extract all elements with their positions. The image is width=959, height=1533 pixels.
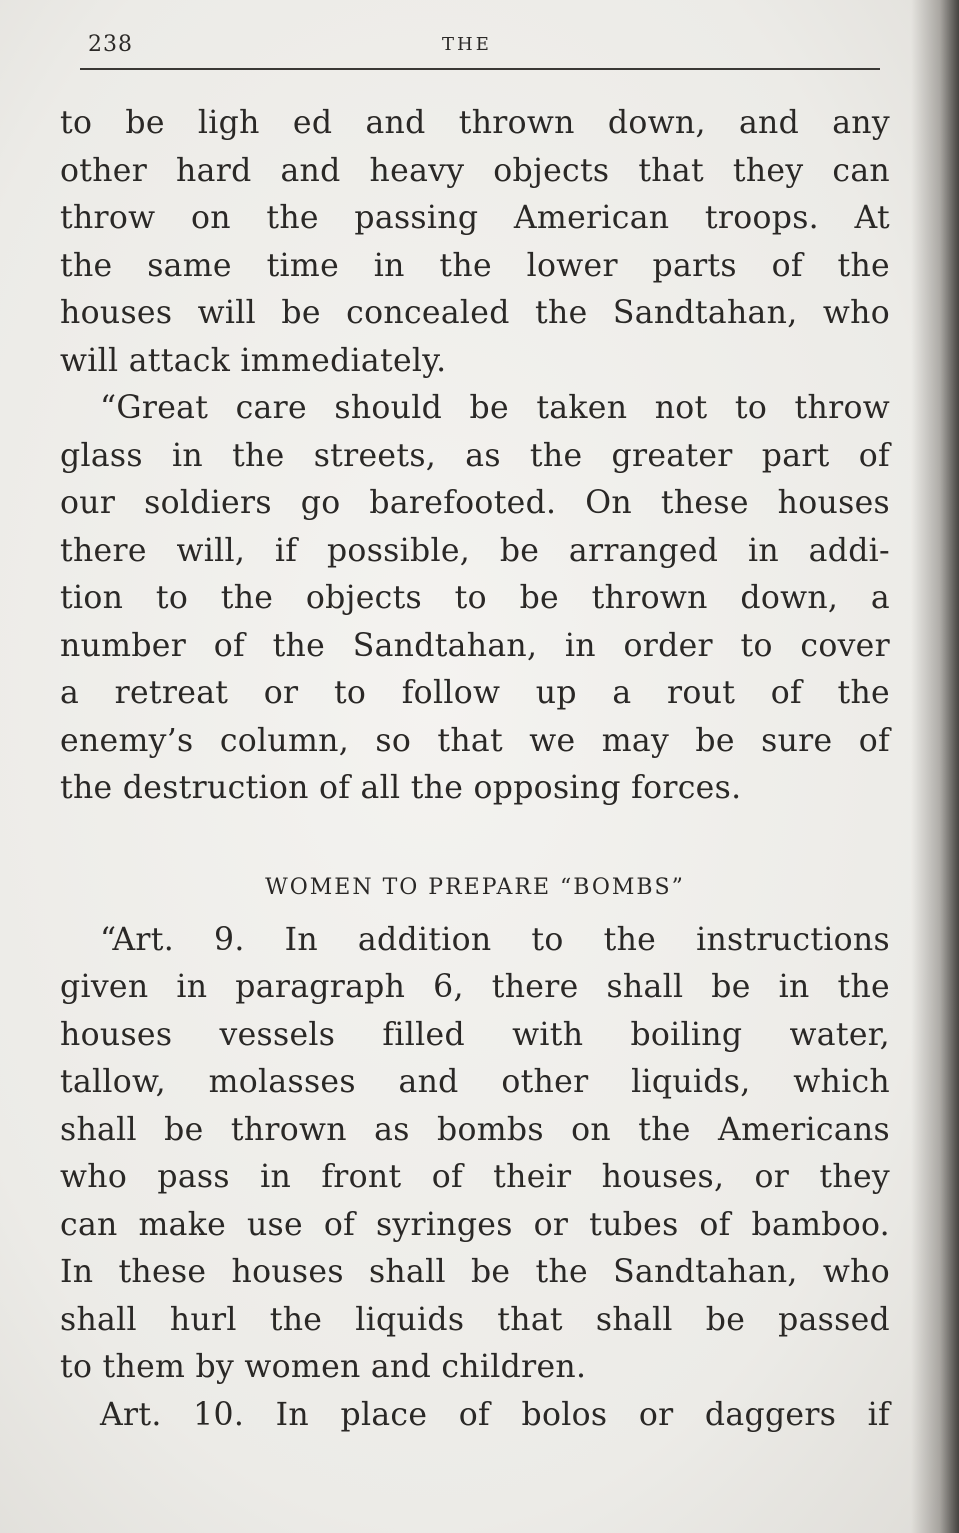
body-text <box>60 100 890 1439</box>
text-line: “Art. 9. In addition to the instructions <box>100 921 890 958</box>
text-line: can make use of syringes or tubes of bamboo. <box>60 1206 890 1243</box>
header-rule <box>80 68 880 70</box>
page-number: 238 <box>88 32 133 57</box>
text-line: Art. 10. In place of bolos or daggers if <box>100 1396 890 1433</box>
paragraph-3 <box>60 917 890 1392</box>
text-line: will attack immediately. <box>60 342 447 379</box>
text-line: to be ligh ed and thrown down, and any <box>60 105 890 141</box>
paragraph-2 <box>60 385 890 813</box>
text-line: tion to the objects to be thrown down, a <box>60 580 890 616</box>
text-line: to them by women and children. <box>60 1349 587 1385</box>
text-line: “Great care should be taken not to throw <box>100 390 890 426</box>
text-line: shall be thrown as bombs on the Americans <box>60 1111 890 1148</box>
text-line: who pass in front of their houses, or they <box>60 1159 890 1195</box>
text-line: the destruction of all the opposing forces. <box>60 770 742 806</box>
text-line: given in paragraph 6, there shall be in the <box>60 969 890 1005</box>
text-line: glass in the streets, as the greater part of <box>60 437 890 474</box>
text-line: number of the Sandtahan, in order to cover <box>60 627 890 664</box>
text-line: there will, if possible, be arranged in addi- <box>60 532 890 569</box>
text-line: shall hurl the liquids that shall be passed <box>60 1301 890 1338</box>
text-line: tallow, molasses and other liquids, which <box>60 1064 890 1100</box>
page-header <box>80 28 890 72</box>
text-line: our soldiers go barefooted. On these houses <box>60 485 890 521</box>
running-head: THE <box>442 34 492 55</box>
paragraph-1 <box>60 100 890 385</box>
text-line: enemy’s column, so that we may be sure of <box>60 722 890 759</box>
text-line: the same time in the lower parts of the <box>60 247 890 284</box>
text-line: houses vessels filled with boiling water, <box>60 1016 890 1053</box>
text-line: throw on the passing American troops. At <box>60 200 890 236</box>
section-heading: WOMEN TO PREPARE “BOMBS” <box>265 874 685 900</box>
page-edge-shadow <box>911 0 959 1533</box>
text-line: houses will be concealed the Sandtahan, who <box>60 295 890 331</box>
text-line: other hard and heavy objects that they can <box>60 152 890 189</box>
text-line: In these houses shall be the Sandtahan, who <box>60 1254 890 1290</box>
paragraph-4 <box>60 1392 890 1440</box>
text-line: a retreat or to follow up a rout of the <box>60 675 890 711</box>
